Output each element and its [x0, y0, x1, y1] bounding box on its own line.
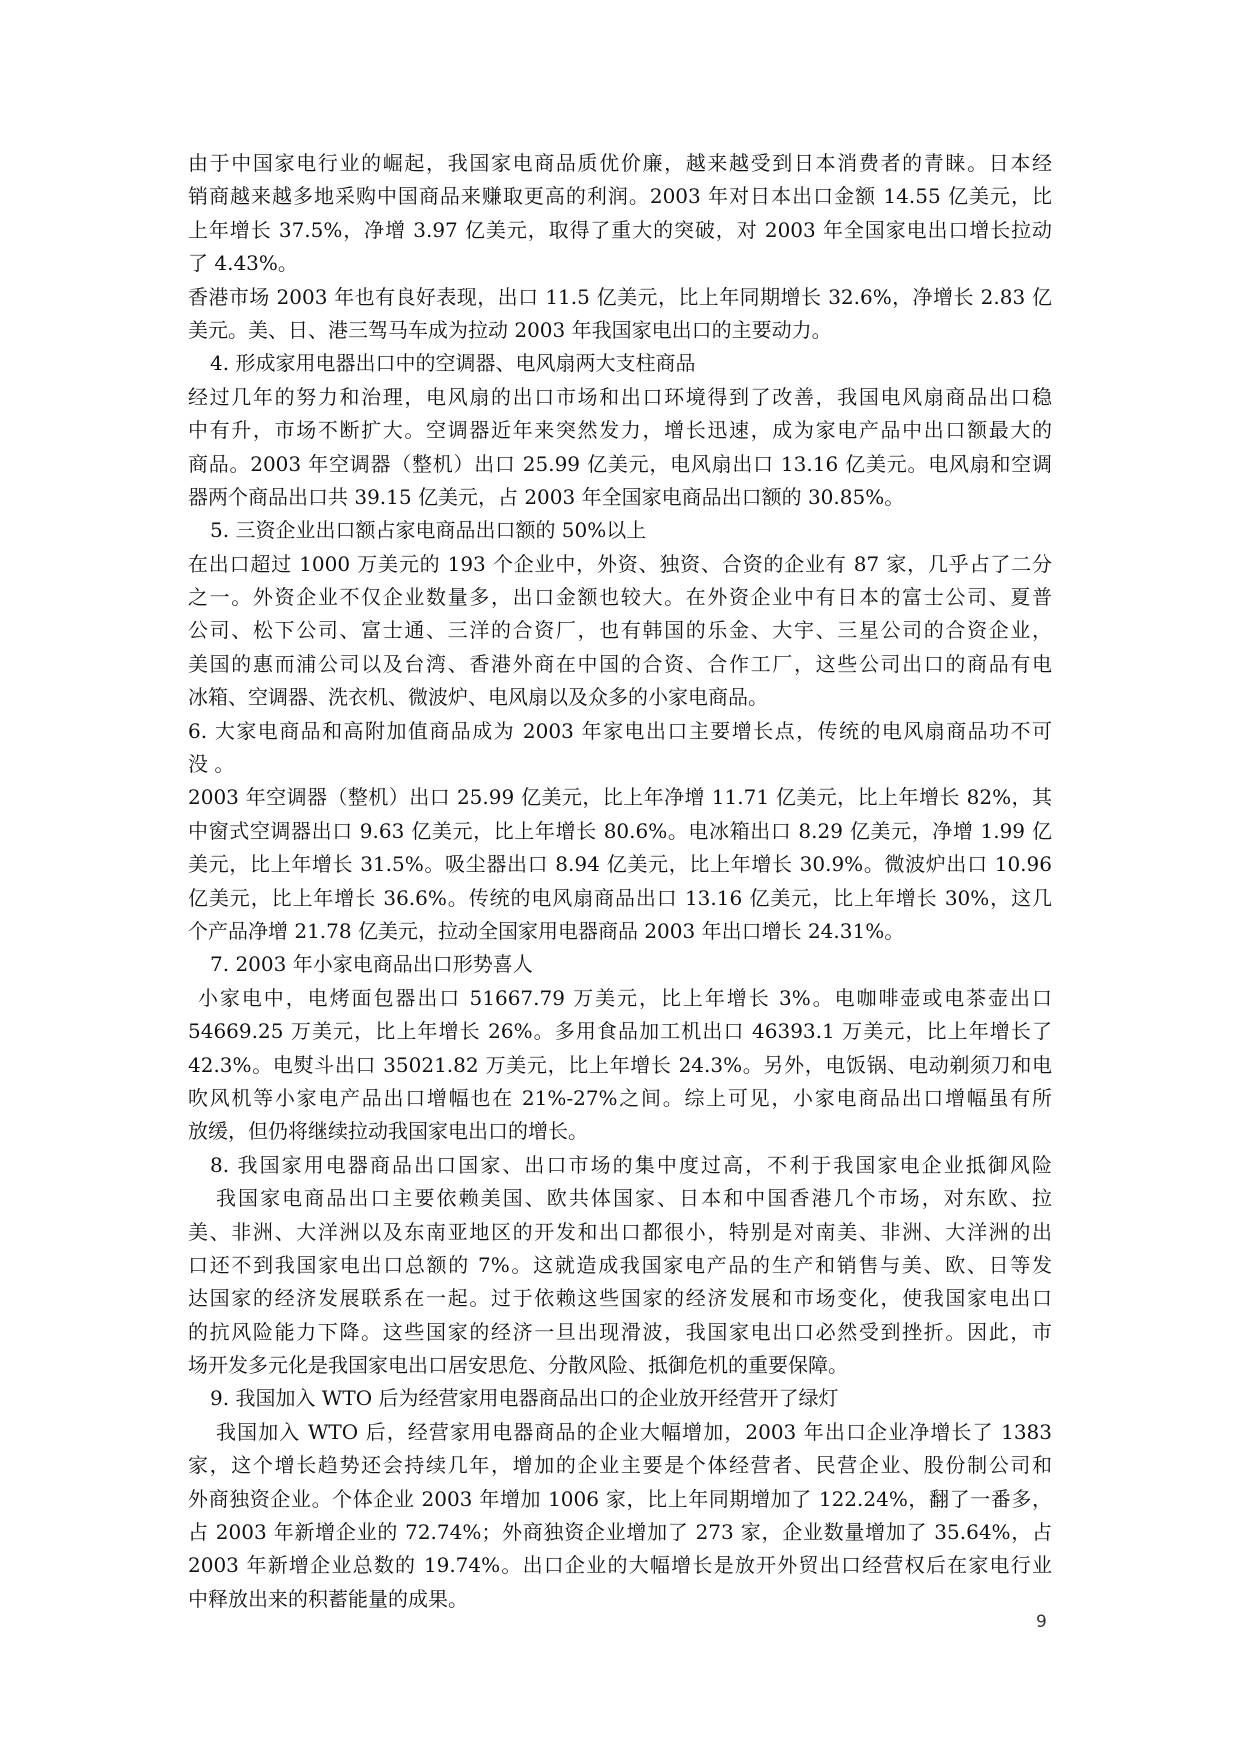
- text-line: 美元，比上年增长 31.5%。吸尘器出口 8.94 亿美元，比上年增长 30.9%。微波炉出口 10.96: [188, 852, 1052, 877]
- text-line: 小家电中，电烤面包器出口 51667.79 万美元，比上年增长 3%。电咖啡壶或电茶壶出口: [198, 985, 1052, 1010]
- text-line: 了 4.43%。: [188, 251, 298, 276]
- text-line: 器两个商品出口共 39.15 亿美元，占 2003 年全国家电商品出口额的 30.85%。: [188, 484, 905, 509]
- text-line: 美、非洲、大洋洲以及东南亚地区的开发和出口都很小，特别是对南美、非洲、大洋洲的出: [188, 1219, 1052, 1244]
- text-line: 2003 年空调器（整机）出口 25.99 亿美元，比上年净增 11.71 亿美元，比上年增长 82%，其: [188, 785, 1052, 810]
- section-heading-7: 7. 2003 年小家电商品出口形势喜人: [210, 952, 533, 977]
- text-line: 公司、松下公司、富士通、三洋的合资厂，也有韩国的乐金、大宇、三星公司的合资企业，: [188, 618, 1052, 643]
- document-body: [188, 147, 1052, 1616]
- text-line: 2003 年新增企业总数的 19.74%。出口企业的大幅增长是放开外贸出口经营权后在家电行业: [188, 1553, 1052, 1578]
- text-line: 外商独资企业。个体企业 2003 年增加 1006 家，比上年同期增加了 122.24%，翻了一番多，: [188, 1486, 1052, 1511]
- text-line: 香港市场 2003 年也有良好表现，出口 11.5 亿美元，比上年同期增长 32.6%，净增长 2.83 亿: [188, 284, 1052, 309]
- text-line: 商品。2003 年空调器（整机）出口 25.99 亿美元，电风扇出口 13.16 亿美元。电风扇和空调: [188, 451, 1052, 476]
- text-line: 54669.25 万美元，比上年增长 26%。多用食品加工机出口 46393.1 万美元，比上年增长了: [188, 1019, 1052, 1044]
- section-heading-6: 6. 大家电商品和高附加值商品成为 2003 年家电出口主要增长点，传统的电风扇商品功不可: [188, 718, 1052, 743]
- text-line: 我国家电商品出口主要依赖美国、欧共体国家、日本和中国香港几个市场，对东欧、拉: [216, 1186, 1052, 1211]
- text-line: 由于中国家电行业的崛起，我国家电商品质优价廉，越来越受到日本消费者的青睐。日本经: [188, 151, 1052, 175]
- section-heading-6-cont: 没 。: [188, 752, 235, 777]
- text-line: 中释放出来的积蓄能量的成果。: [188, 1586, 468, 1611]
- text-line: 吹风机等小家电产品出口增幅也在 21%-27%之间。综上可见，小家电商品出口增幅虽有所: [188, 1085, 1052, 1110]
- text-line: 销商越来越多地采购中国商品来赚取更高的利润。2003 年对日本出口金额 14.55 亿美元，比: [188, 184, 1052, 209]
- text-line: 在出口超过 1000 万美元的 193 个企业中，外资、独资、合资的企业有 87 家，几乎占了二分: [188, 551, 1052, 576]
- text-line: 中有升，市场不断扩大。空调器近年来突然发力，增长迅速，成为家电产品中出口额最大的: [188, 418, 1052, 443]
- text-line: 场开发多元化是我国家电出口居安思危、分散风险、抵御危机的重要保障。: [188, 1353, 848, 1378]
- section-heading-8: 8. 我国家用电器商品出口国家、出口市场的集中度过高，不利于我国家电企业抵御风险: [210, 1152, 1052, 1177]
- section-heading-5: 5. 三资企业出口额占家电商品出口额的 50%以上: [210, 518, 647, 543]
- text-line: 个产品净增 21.78 亿美元，拉动全国家用电器商品 2003 年出口增长 24.31%。: [188, 918, 905, 943]
- text-line: 之一。外资企业不仅企业数量多，出口金额也较大。在外资企业中有日本的富士公司、夏普: [188, 585, 1052, 610]
- text-line: 亿美元，比上年增长 36.6%。传统的电风扇商品出口 13.16 亿美元，比上年增长 30%，这几: [188, 885, 1052, 910]
- text-line: 口还不到我国家电出口总额的 7%。这就造成我国家电产品的生产和销售与美、欧、日等发: [188, 1252, 1052, 1277]
- section-heading-4: 4. 形成家用电器出口中的空调器、电风扇两大支柱商品: [210, 351, 696, 376]
- text-line: 42.3%。电熨斗出口 35021.82 万美元，比上年增长 24.3%。另外，电饭锅、电动剃须刀和电: [188, 1052, 1052, 1077]
- text-line: 中窗式空调器出口 9.63 亿美元，比上年增长 80.6%。电冰箱出口 8.29 亿美元，净增 1.99 亿: [188, 818, 1052, 843]
- text-line: 占 2003 年新增企业的 72.74%；外商独资企业增加了 273 家，企业数量增加了 35.64%，占: [188, 1520, 1052, 1545]
- text-line: 美元。美、日、港三驾马车成为拉动 2003 年我国家电出口的主要动力。: [188, 317, 832, 342]
- section-heading-9: 9. 我国加入 WTO 后为经营家用电器商品出口的企业放开经营开了绿灯: [210, 1386, 839, 1411]
- text-line: 美国的惠而浦公司以及台湾、香港外商在中国的合资、合作工厂，这些公司出口的商品有电: [188, 651, 1052, 676]
- text-line: 上年增长 37.5%，净增 3.97 亿美元，取得了重大的突破，对 2003 年全国家电出口增长拉动: [188, 217, 1052, 242]
- page-number: 9: [1036, 1612, 1047, 1632]
- text-line: 我国加入 WTO 后，经营家用电器商品的企业大幅增加，2003 年出口企业净增长了 1383: [216, 1419, 1052, 1444]
- text-line: 家，这个增长趋势还会持续几年，增加的企业主要是个体经营者、民营企业、股份制公司和: [188, 1453, 1052, 1478]
- text-line: 冰箱、空调器、洗衣机、微波炉、电风扇以及众多的小家电商品。: [188, 685, 768, 710]
- text-line: 经过几年的努力和治理，电风扇的出口市场和出口环境得到了改善，我国电风扇商品出口稳: [188, 384, 1052, 409]
- text-line: 达国家的经济发展联系在一起。过于依赖这些国家的经济发展和市场变化，使我国家电出口: [188, 1286, 1052, 1311]
- text-line: 放缓，但仍将继续拉动我国家电出口的增长。: [188, 1119, 588, 1144]
- text-line: 的抗风险能力下降。这些国家的经济一旦出现滑波，我国家电出口必然受到挫折。因此，市: [188, 1319, 1052, 1344]
